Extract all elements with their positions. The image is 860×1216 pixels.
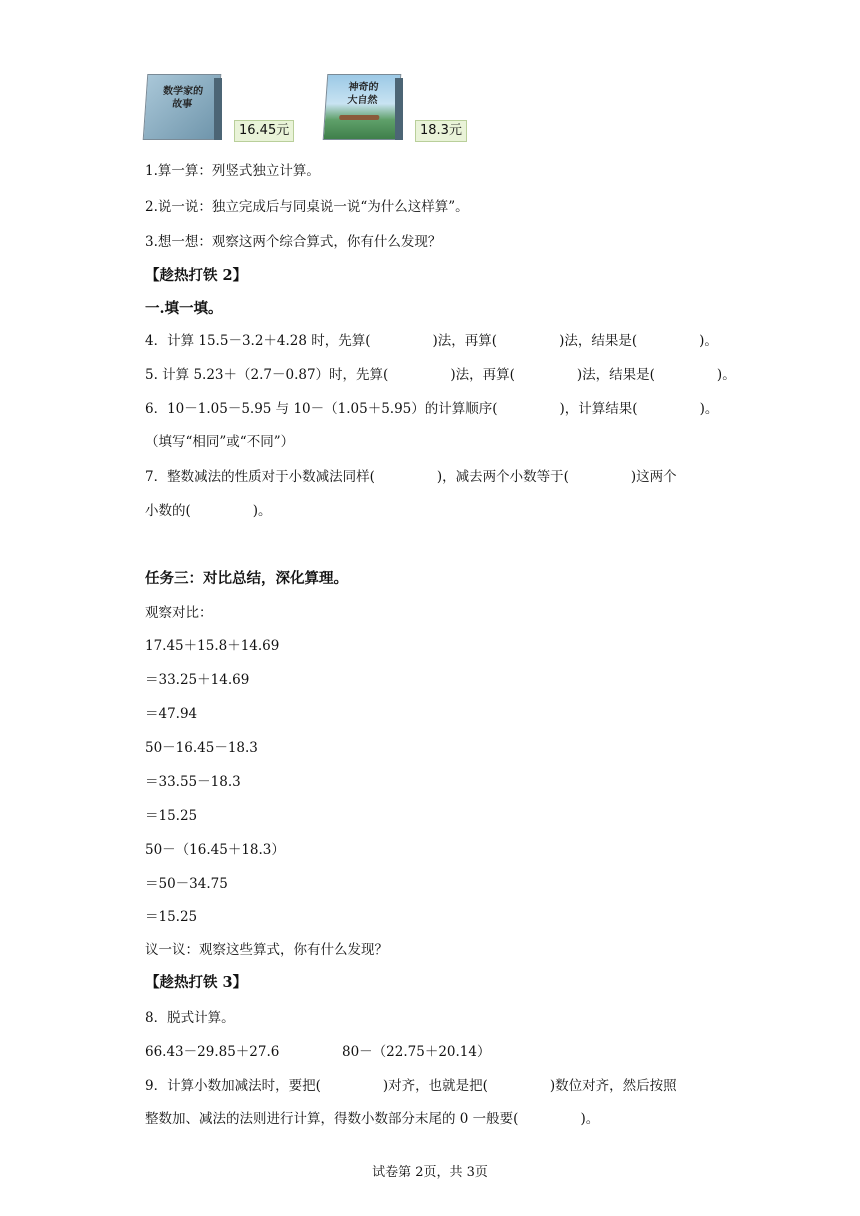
book-title-line1: 神奇的 (347, 82, 379, 93)
book-side-2 (395, 78, 403, 140)
question-7-line2 (145, 501, 272, 521)
task-item-think: 3.想一想：观察这两个综合算式，你有什么发现？ (145, 234, 442, 250)
q7-text-b: )，减去两个小数等于( (436, 469, 569, 485)
q8-expression-1: 66.43－29.85＋27.6 (145, 1044, 280, 1060)
q5-text-b: )法，再算( (450, 367, 515, 383)
q9-text-c: )数位对齐，然后按照 (549, 1078, 677, 1094)
q5-text-c: )法，结果是( (576, 367, 655, 383)
q7-text-c: )这两个 (630, 469, 677, 485)
section-heading-hot2: 【趁热打铁 2】 (145, 267, 248, 284)
q9-line2-a: 整数加、减法的法则进行计算，得数小数部分末尾的 0 一般要( (145, 1111, 519, 1127)
calc-line: 50－16.45－18.3 (145, 740, 258, 756)
calc-line: ＝15.25 (145, 909, 198, 925)
q7-line2-a: 小数的( (145, 503, 191, 519)
question-9 (145, 1076, 677, 1096)
q4-text-c: )法，结果是( (559, 333, 638, 349)
question-6 (145, 399, 718, 419)
fill-heading: 一.填一填。 (145, 300, 223, 317)
task-item-discuss: 2.说一说：独立完成后与同桌说一说“为什么这样算”。 (145, 199, 469, 215)
q8-expression-2: 80－（22.75＋20.14） (342, 1044, 491, 1060)
calc-line: ＝33.55－18.3 (145, 774, 241, 790)
observe-label: 观察对比： (145, 605, 213, 621)
calc-line: ＝33.25＋14.69 (145, 672, 250, 688)
calc-line: 17.45＋15.8＋14.69 (145, 638, 280, 654)
book-title-line2: 大自然 (347, 95, 378, 106)
q4-text-d: )。 (699, 333, 718, 349)
q9-text-b: )对齐，也就是把( (382, 1078, 488, 1094)
q4-text-b: )法，再算( (432, 333, 498, 349)
page-footer: 试卷第 2页，共 3页 (372, 1165, 488, 1180)
question-7 (145, 467, 677, 487)
bridge-illustration (339, 115, 379, 120)
q7-text-a: 7．整数减法的性质对于小数减法同样( (145, 469, 375, 485)
book-side-1 (214, 78, 222, 140)
question-9-line2 (145, 1109, 599, 1129)
question-4 (145, 331, 718, 351)
task3-heading: 任务三：对比总结，深化算理。 (145, 570, 348, 587)
q9-text-a: 9．计算小数加减法时，要把( (145, 1078, 321, 1094)
q7-line2-b: )。 (252, 503, 272, 519)
q6-text-a: 6．10－1.05－5.95 与 10－（1.05＋5.95）的计算顺序( (145, 401, 498, 417)
book-title-line1: 数学家的 (162, 86, 204, 97)
q6-text-c: )。 (699, 401, 719, 417)
calc-line: ＝47.94 (145, 706, 198, 722)
q6-text-b: )，计算结果( (559, 401, 638, 417)
book-cover-math-stories (143, 74, 222, 140)
q4-text-a: 4．计算 15.5－3.2＋4.28 时，先算( (145, 333, 371, 349)
calc-line: ＝50－34.75 (145, 876, 228, 892)
section-heading-hot3: 【趁热打铁 3】 (145, 974, 248, 991)
calc-line: 50－（16.45＋18.3） (145, 842, 285, 858)
question-5 (145, 365, 736, 385)
calc-line: ＝15.25 (145, 808, 198, 824)
book-cover-nature (323, 74, 402, 140)
price-tag-2: 18.3元 (415, 120, 467, 142)
q9-line2-b: )。 (580, 1111, 600, 1127)
task-item-calculate: 1.算一算：列竖式独立计算。 (145, 163, 320, 179)
question-8-label: 8．脱式计算。 (145, 1010, 235, 1026)
book-title-line2: 故事 (171, 99, 193, 110)
question-6-note: （填写“相同”或“不同”） (145, 434, 295, 450)
discuss-prompt: 议一议：观察这些算式，你有什么发现？ (145, 942, 388, 958)
q5-text-d: )。 (716, 367, 736, 383)
price-tag-1: 16.45元 (234, 120, 294, 142)
q5-text-a: 5. 计算 5.23＋（2.7－0.87）时，先算( (145, 367, 389, 383)
